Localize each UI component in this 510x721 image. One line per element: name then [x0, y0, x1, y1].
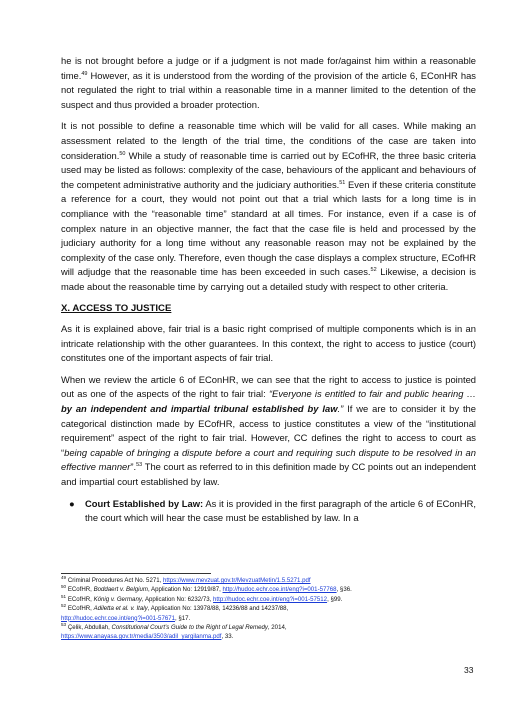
footnote-number: 51 [61, 593, 67, 599]
footnote-text: , §36. [336, 586, 352, 594]
footnote-ref[interactable]: 50 [119, 150, 126, 157]
footnote-text: ECofHR, [66, 586, 94, 594]
footnote-link[interactable]: http://hudoc.echr.coe.int/eng?i=001-57768 [222, 586, 337, 594]
paragraph-3: As it is explained above, fair trial is a basic right comprised of multiple components which is in an intricate relationship with the other guarantees. In this context, the right to access to justice (court) constitutes one of the important aspects of fair trial. [61, 323, 476, 364]
footnotes [61, 576, 481, 642]
paragraph-text: Likewise, a decision is made about the reasonable time by carrying out a detailed study with respect to other criteria. [61, 266, 476, 292]
paragraph-text: While a study of reasonable time is carried out by ECofHR, the three basic criteria used may be listed as follows: complexity of the case, behaviours of the applicant and behaviours of the competent administrative authority and the judiciary authorities. [61, 149, 476, 190]
bullet-title: Court Established by Law: [85, 497, 204, 509]
paragraph-1 [61, 54, 476, 112]
footnote-text: , Application No: 6232/73, [141, 595, 214, 603]
footnote-50 [61, 585, 481, 594]
case-name: Boddaert v. Belgium [93, 586, 148, 594]
paragraph-text: he is not brought before a judge or if a judgment is not made for/against him within a reasonable time. [61, 55, 476, 81]
footnote-text: Çelik, Abdullah, [66, 624, 112, 632]
paragraph-2 [61, 119, 476, 294]
footnote-number: 50 [61, 584, 67, 590]
footnote-text: , §17. [175, 614, 191, 622]
footnote-link[interactable]: http://hudoc.echr.coe.int/eng?i=001-57671 [61, 614, 176, 622]
document-body [61, 54, 476, 533]
footnote-53-continued [61, 632, 481, 641]
paragraph-text: However, as it is understood from the wording of the provision of the article 6, EConHR has not regulated the right to trial within a reasonable time in a manner limited to the detention of the suspect and thus provided a broader protection. [61, 69, 476, 110]
footnote-number: 53 [61, 622, 67, 627]
footnote-text: , Application No: 13978/88, 14236/88 and 14237/88, [147, 605, 289, 613]
footnote-text: , Application No: 12919/87, [147, 586, 223, 594]
quote-text: .” [337, 403, 344, 415]
bullet-icon: ● [69, 497, 75, 509]
footnote-52-continued [61, 614, 481, 623]
footnote-53 [61, 623, 481, 632]
paragraph-4 [61, 373, 476, 490]
footnote-49 [61, 576, 481, 585]
quote-text: “Everyone is entitled to fair and public hearing … [268, 388, 476, 400]
footnote-text: , 33. [221, 633, 234, 641]
footnote-text: , 2014, [267, 624, 287, 632]
footnote-ref[interactable]: 51 [339, 179, 346, 186]
quote-emphasis: by an independent and impartial tribunal established by law [61, 403, 338, 415]
footnote-text: Criminal Procedures Act No. 5271, [66, 577, 163, 584]
footnote-link[interactable]: https://www.mevzuat.gov.tr/MevzuatMetin/1.5.5271.pdf [163, 577, 311, 584]
quote-text: being capable of bringing a dispute before a court and requiring such dispute to be resolved in an effective manner [61, 446, 476, 473]
footnote-link[interactable]: http://hudoc.echr.coe.int/eng?i=001-57512 [213, 595, 328, 603]
paragraph-text: ”. [130, 461, 137, 473]
paragraph-text: The court as referred to in this definition made by CC points out an independent and impartial court established by law. [61, 461, 476, 488]
footnote-text: ECofHR, [66, 605, 94, 613]
paragraph-text: If we are to consider it by the categorical distinction made by ECofHR, access to justice constitutes a view of the “institutional requirement” aspect of the right to fair trial. However, CC defines the right to access to court as “ [61, 403, 476, 458]
paragraph-text: Even if these criteria constitute a reference for a court, they would not point out that a trial which lasts for a long time is in compliance with the “reasonable time” standard at all times. For instance, even if a case is of complex nature in an objective manner, the fact that the case file is held and processed by the judiciary authority for a long time without any reasonable reason may not be explained by the complexity of the case only. Therefore, even though the case displays a complex structure, ECofHR will adjudge that the reasonable time has been exceeded in such cases. [61, 178, 476, 278]
paragraph-text: When we review the article 6 of EConHR, we can see that the right to access to justice is pointed out as one of the aspects of the right to fair trial: [61, 373, 476, 400]
footnote-text: ECofHR, [66, 595, 94, 603]
section-heading: X. ACCESS TO JUSTICE [61, 302, 172, 314]
footnote-ref[interactable]: 49 [81, 70, 88, 77]
footnote-52 [61, 604, 481, 613]
footnote-number: 52 [61, 603, 67, 609]
case-name: Adiletta et al. v. Italy [93, 605, 148, 613]
page-number: 33 [464, 665, 474, 675]
paragraph-text: It is not possible to define a reasonable time which will be valid for all cases. While making an assessment related to the length of the trial time, the conditions of the case are taken into consideration. [61, 120, 476, 161]
footnote-ref[interactable]: 52 [370, 267, 377, 274]
case-name: König v. Germany [93, 595, 142, 603]
footnote-51 [61, 595, 481, 604]
footnote-divider [61, 573, 211, 574]
footnote-text: , §99. [327, 595, 343, 603]
footnote-ref[interactable]: 53 [136, 462, 143, 469]
bullet-text: As it is provided in the first paragraph of the article 6 of EConHR, the court which will hear the case must be established by law. In a [85, 497, 476, 524]
bullet-item [61, 497, 476, 526]
book-title: Constitutional Court’s Guide to the Right of Legal Remedy [111, 624, 268, 632]
footnote-number: 49 [61, 574, 67, 580]
footnote-link[interactable]: https://www.anayasa.gov.tr/media/3503/adil_yargilanma.pdf [61, 633, 222, 641]
